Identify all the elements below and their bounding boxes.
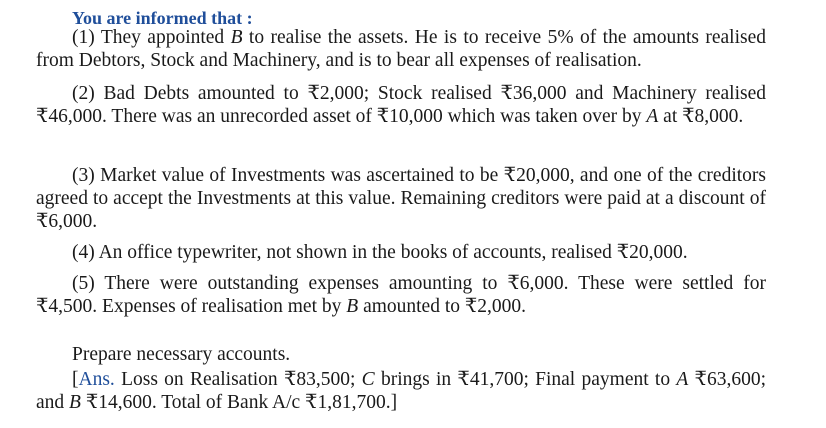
item-number: (5) [72,273,95,294]
item-3: (3) Market value of Investments was ascertained to be ₹20,000, and one of the creditors agreed to accept the Investments at this value. Remaining creditors were paid at a discount of ₹6,000. [36,165,766,232]
item-2: (2) Bad Debts amounted to ₹2,000; Stock realised ₹36,000 and Machinery realised ₹46,000. There was an unrecorded asset of ₹10,000 which was taken over by A at ₹8,000. [36,83,766,127]
instruction: Prepare necessary accounts. [72,344,291,365]
item-number: (3) [72,165,95,186]
item-1: (1) They appointed B to realise the assets. He is to receive 5% of the amounts realised from Debtors, Stock and Machinery, and is to bear all expenses of realisation. [36,27,766,71]
item-4: (4) An office typewriter, not shown in the books of accounts, realised ₹20,000. [72,242,688,263]
item-5: (5) There were outstanding expenses amounting to ₹6,000. These were settled for ₹4,500. Expenses of realisation met by B amounted to ₹2,000. [36,273,766,317]
item-number: (2) [72,83,95,104]
item-number: (4) [72,242,95,263]
section-heading: You are informed that : [72,8,253,28]
answer-label: Ans. [78,369,115,390]
answer-block: [Ans. Loss on Realisation ₹83,500; C brings in ₹41,700; Final payment to A ₹63,600; and B ₹14,600. Total of Bank A/c ₹1,81,700.] [36,369,767,413]
item-number: (1) [72,27,95,48]
